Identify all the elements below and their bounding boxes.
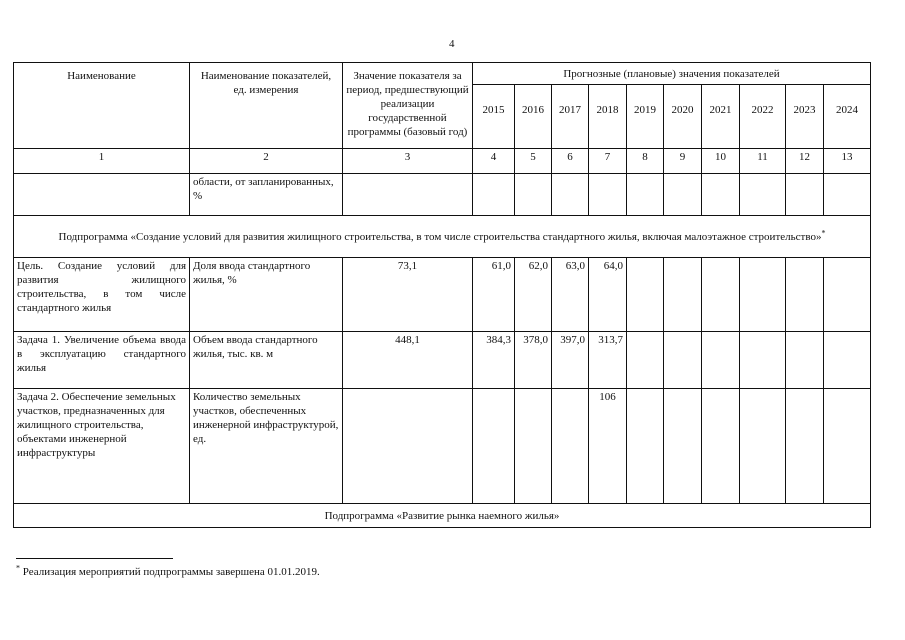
header-indicator: Наименование показателей, ед. измерения: [190, 63, 343, 149]
row-value: [627, 258, 664, 332]
row-value: [702, 332, 740, 389]
row-value: [786, 389, 824, 504]
column-number: 6: [552, 149, 589, 174]
column-number: 11: [740, 149, 786, 174]
row-value: [627, 332, 664, 389]
column-number: 2: [190, 149, 343, 174]
header-row-1: [14, 63, 871, 85]
row-name: Задача 2. Обеспечение земельных участков, предназначенных для жилищного строительства, объектами инженерной инфраструктуры: [14, 389, 190, 504]
footnote: [16, 563, 320, 578]
row-value: [702, 258, 740, 332]
row-value: [824, 332, 871, 389]
row-indicator: Доля ввода стандартного жилья, %: [190, 258, 343, 332]
header-year: 2024: [824, 85, 871, 149]
row-value: [627, 174, 664, 216]
row-value: [702, 174, 740, 216]
row-base: 448,1: [343, 332, 473, 389]
row-value: 384,3: [473, 332, 515, 389]
table-row: [14, 332, 871, 389]
header-forecast: Прогнозные (плановые) значения показателей: [473, 63, 871, 85]
header-year: 2021: [702, 85, 740, 149]
header-year: 2020: [664, 85, 702, 149]
header-year: 2018: [589, 85, 627, 149]
row-value: [786, 332, 824, 389]
row-value: 62,0: [515, 258, 552, 332]
row-name: Цель. Создание условий для развития жилищного строительства, в том числе стандартного жилья: [14, 258, 190, 332]
column-number: 7: [589, 149, 627, 174]
column-number: 8: [627, 149, 664, 174]
column-number: 9: [664, 149, 702, 174]
column-number: 1: [14, 149, 190, 174]
subprogram-title: Подпрограмма «Развитие рынка наемного жилья»: [14, 504, 871, 528]
subprogram-row: [14, 504, 871, 528]
column-number: 13: [824, 149, 871, 174]
row-value: 313,7: [589, 332, 627, 389]
row-base: 73,1: [343, 258, 473, 332]
header-base-value: Значение показателя за период, предшествующий реализации государственной программы (базовый год): [343, 63, 473, 149]
row-value: 378,0: [515, 332, 552, 389]
row-name: [14, 174, 190, 216]
column-number: 4: [473, 149, 515, 174]
row-value: [824, 389, 871, 504]
page-number: 4: [449, 38, 455, 50]
table-row: [14, 174, 871, 216]
row-value: [589, 174, 627, 216]
table-row: [14, 258, 871, 332]
row-value: [664, 174, 702, 216]
row-value: [552, 174, 589, 216]
header-year: 2015: [473, 85, 515, 149]
row-value: [824, 174, 871, 216]
row-value: 64,0: [589, 258, 627, 332]
row-value: [664, 332, 702, 389]
column-numbers-row: [14, 149, 871, 174]
row-value: [552, 389, 589, 504]
row-value: [740, 258, 786, 332]
header-year: 2023: [786, 85, 824, 149]
row-value: [786, 174, 824, 216]
table-row: [14, 389, 871, 504]
column-number: 12: [786, 149, 824, 174]
footnote-mark: *: [821, 227, 826, 237]
row-value: 61,0: [473, 258, 515, 332]
footnote-divider: [16, 558, 173, 559]
row-value: [702, 389, 740, 504]
row-indicator: Количество земельных участков, обеспеченных инженерной инфраструктурой, ед.: [190, 389, 343, 504]
row-value: [786, 258, 824, 332]
row-value: [515, 389, 552, 504]
row-value: [473, 174, 515, 216]
column-number: 5: [515, 149, 552, 174]
header-year: 2017: [552, 85, 589, 149]
row-value: 106: [589, 389, 627, 504]
row-base: [343, 174, 473, 216]
footnote-text: Реализация мероприятий подпрограммы завершена 01.01.2019.: [20, 566, 320, 578]
row-value: 63,0: [552, 258, 589, 332]
row-name: Задача 1. Увеличение объема ввода в эксплуатацию стандартного жилья: [14, 332, 190, 389]
row-value: [740, 332, 786, 389]
header-year: 2019: [627, 85, 664, 149]
header-year: 2022: [740, 85, 786, 149]
subprogram-row: [14, 216, 871, 258]
header-name: Наименование: [14, 63, 190, 149]
row-indicator: области, от запланированных, %: [190, 174, 343, 216]
row-value: [515, 174, 552, 216]
row-value: [473, 389, 515, 504]
row-value: [740, 174, 786, 216]
row-base: [343, 389, 473, 504]
row-value: [824, 258, 871, 332]
header-year: 2016: [515, 85, 552, 149]
row-indicator: Объем ввода стандартного жилья, тыс. кв. м: [190, 332, 343, 389]
column-number: 3: [343, 149, 473, 174]
row-value: [664, 258, 702, 332]
row-value: 397,0: [552, 332, 589, 389]
row-value: [627, 389, 664, 504]
row-value: [664, 389, 702, 504]
subprogram-title: Подпрограмма «Создание условий для развития жилищного строительства, в том числе строительства стандартного жилья, включая малоэтажное строительство»*: [14, 216, 871, 258]
row-value: [740, 389, 786, 504]
footnote-mark: *: [16, 563, 20, 573]
column-number: 10: [702, 149, 740, 174]
indicators-table: [13, 62, 871, 528]
